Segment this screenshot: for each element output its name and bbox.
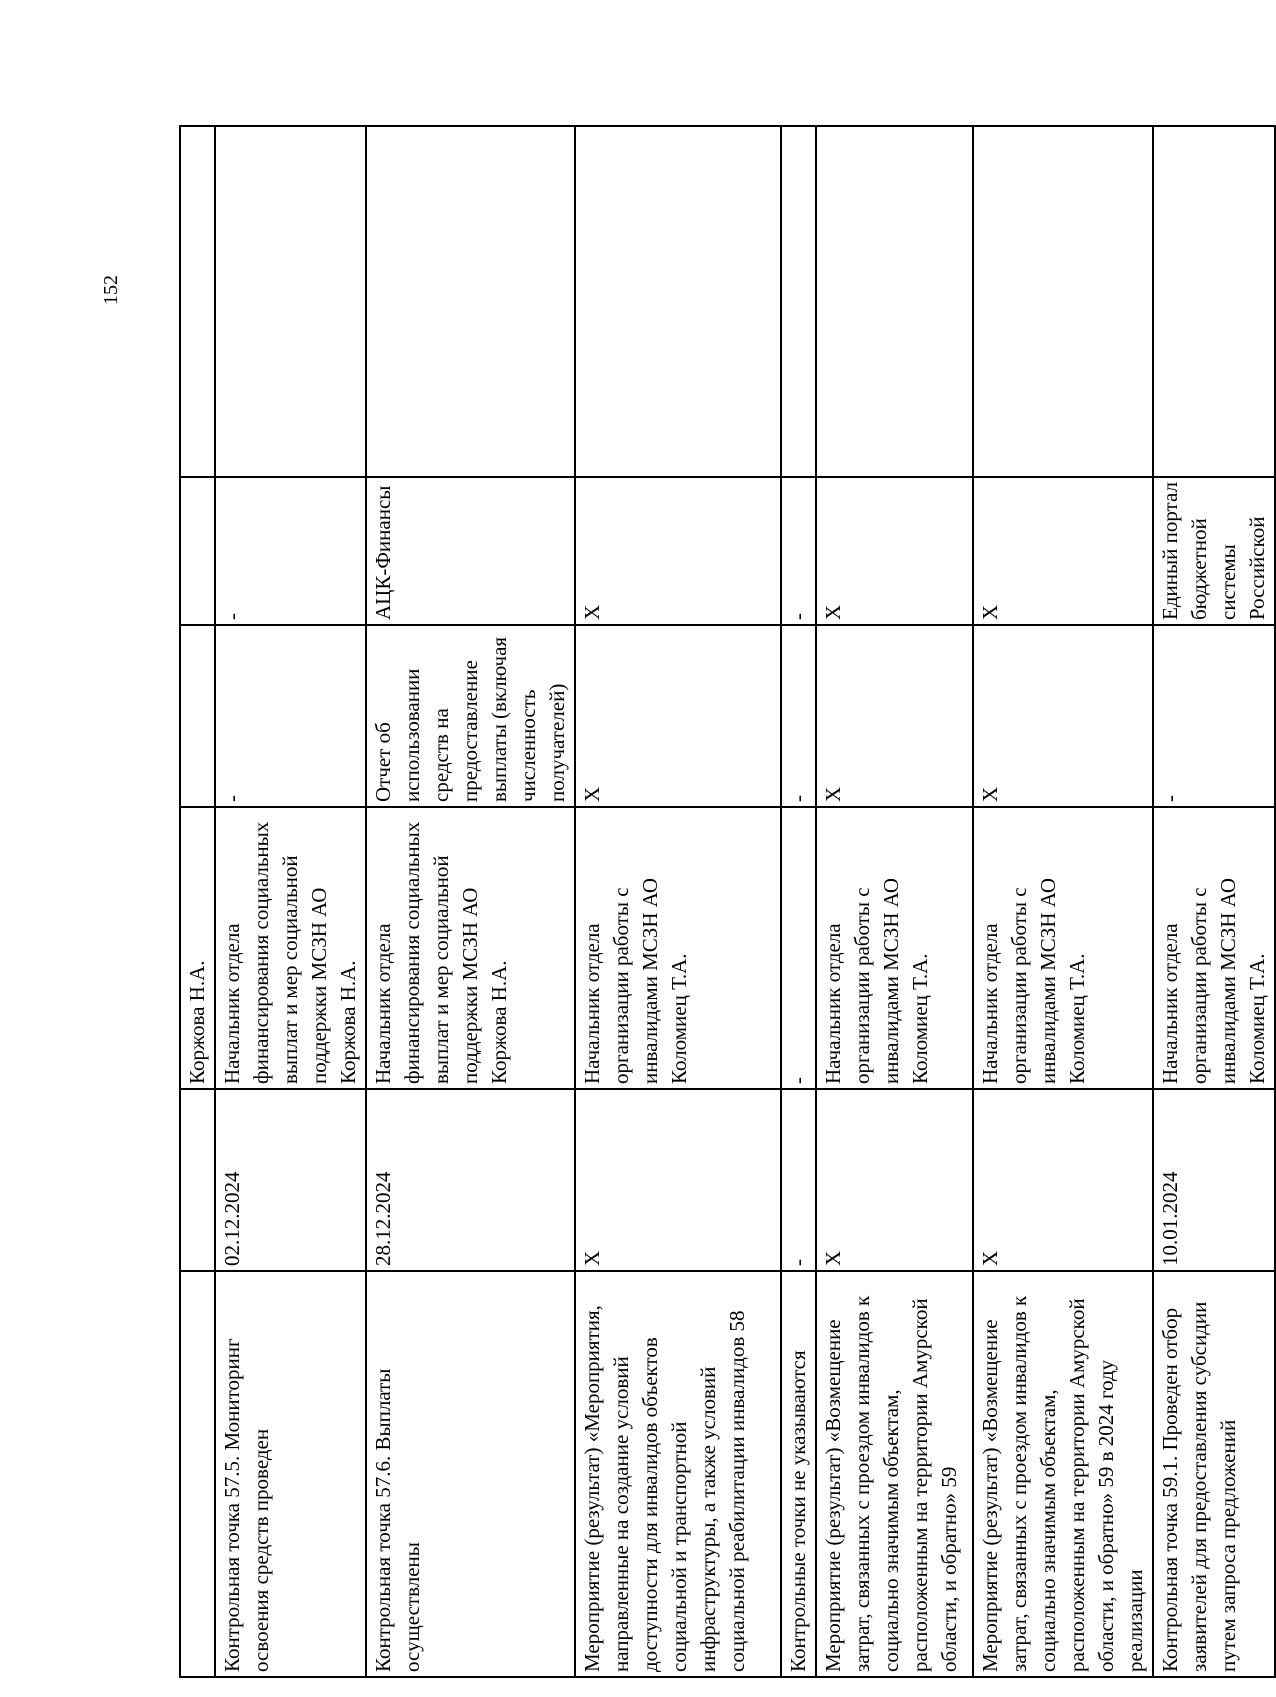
event-cell: Мероприятие (результат) «Возмещение затрат, связанных с проездом инвалидов к социально значимым объектам, расположенным на территории Амурской области, и обратно» 59 xyxy=(816,1271,973,1677)
table-row xyxy=(816,126,973,1677)
system-cell xyxy=(180,477,215,625)
date-cell: 28.12.2024 xyxy=(366,1089,575,1271)
extra-cell xyxy=(816,126,973,477)
date-cell: X xyxy=(575,1089,781,1271)
document-cell xyxy=(180,625,215,807)
system-cell: Единый портал бюджетной системы Российской xyxy=(1153,477,1275,625)
extra-cell xyxy=(575,126,781,477)
document-cell: X xyxy=(973,625,1153,807)
table-row xyxy=(781,126,816,1677)
table-row xyxy=(180,126,215,1677)
table-row xyxy=(973,126,1153,1677)
date-cell: X xyxy=(973,1089,1153,1271)
rotated-table-wrapper xyxy=(179,127,1269,1678)
extra-cell xyxy=(973,126,1153,477)
date-cell: 02.12.2024 xyxy=(215,1089,366,1271)
date-cell: - xyxy=(781,1089,816,1271)
system-cell: X xyxy=(816,477,973,625)
event-cell: Контрольная точка 59.1. Проведен отбор заявителей для предоставления субсидии путем запроса предложений xyxy=(1153,1271,1275,1677)
event-cell: Мероприятие (результат) «Мероприятия, направленные на создание условий доступности для инвалидов объектов социальной и транспортной инфраструктуры, а также условий социальной реабилитации инвалидов 58 xyxy=(575,1271,781,1677)
table-row xyxy=(215,126,366,1677)
responsible-cell: Начальник отдела финансирования социальных выплат и мер социальной поддержки МСЗН АО Коржова Н.А. xyxy=(366,807,575,1089)
document-cell: X xyxy=(575,625,781,807)
system-cell: X xyxy=(575,477,781,625)
extra-cell xyxy=(1153,126,1275,477)
table-row xyxy=(1153,126,1275,1677)
responsible-cell: - xyxy=(781,807,816,1089)
extra-cell xyxy=(366,126,575,477)
system-cell: - xyxy=(781,477,816,625)
extra-cell xyxy=(215,126,366,477)
extra-cell xyxy=(180,126,215,477)
event-cell xyxy=(180,1271,215,1677)
responsible-cell: Начальник отдела организации работы с инвалидами МСЗН АО Коломиец Т.А. xyxy=(1153,807,1275,1089)
responsible-cell: Коржова Н.А. xyxy=(180,807,215,1089)
system-cell: АЦК-Финансы xyxy=(366,477,575,625)
document-cell: - xyxy=(215,625,366,807)
event-cell: Контрольные точки не указываются xyxy=(781,1271,816,1677)
responsible-cell: Начальник отдела организации работы с инвалидами МСЗН АО Коломиец Т.А. xyxy=(575,807,781,1089)
document-cell: Отчет об использовании средств на предоставление выплаты (включая численность получателей) xyxy=(366,625,575,807)
event-cell: Контрольная точка 57.5. Мониторинг освоения средств проведен xyxy=(215,1271,366,1677)
document-cell: X xyxy=(816,625,973,807)
page-number: 152 xyxy=(100,275,122,305)
document-cell: - xyxy=(1153,625,1275,807)
extra-cell xyxy=(781,126,816,477)
document-cell: - xyxy=(781,625,816,807)
responsible-cell: Начальник отдела организации работы с инвалидами МСЗН АО Коломиец Т.А. xyxy=(973,807,1153,1089)
date-cell: X xyxy=(816,1089,973,1271)
event-cell: Контрольная точка 57.6. Выплаты осуществлены xyxy=(366,1271,575,1677)
control-points-table xyxy=(179,125,1276,1678)
responsible-cell: Начальник отдела организации работы с инвалидами МСЗН АО Коломиец Т.А. xyxy=(816,807,973,1089)
date-cell xyxy=(180,1089,215,1271)
system-cell: - xyxy=(215,477,366,625)
responsible-cell: Начальник отдела финансирования социальных выплат и мер социальной поддержки МСЗН АО Коржова Н.А. xyxy=(215,807,366,1089)
date-cell: 10.01.2024 xyxy=(1153,1089,1275,1271)
event-cell: Мероприятие (результат) «Возмещение затрат, связанных с проездом инвалидов к социально значимым объектам, расположенным на территории Амурской области, и обратно» 59 в 2024 году реализации xyxy=(973,1271,1153,1677)
table-row xyxy=(366,126,575,1677)
table-row xyxy=(575,126,781,1677)
system-cell: X xyxy=(973,477,1153,625)
